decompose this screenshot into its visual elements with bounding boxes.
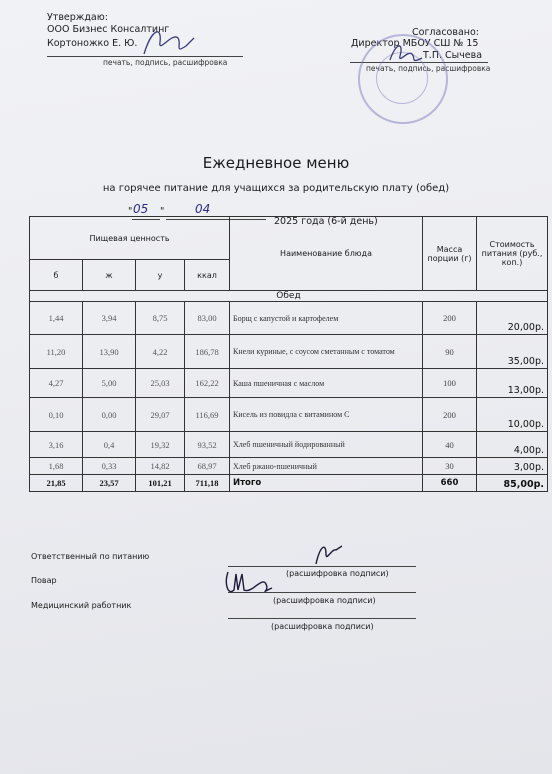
approve-person: Кортоножко Е. Ю. (47, 38, 138, 49)
footer-medic-label: Медицинский работник (31, 601, 132, 610)
cell-price: 4,00р. (477, 432, 548, 458)
footer-cook-caption: (расшифровка подписи) (273, 596, 376, 605)
approve-org: ООО Бизнес Консалтинг (47, 24, 170, 35)
cell-fat: 13,90 (83, 335, 136, 369)
table-row (30, 369, 548, 398)
total-fat: 23,57 (83, 475, 136, 492)
cell-price: 35,00р. (477, 335, 548, 369)
document-title: Ежедневное меню (202, 154, 350, 172)
cell-dish: Борщ с капустой и картофелем (230, 302, 423, 335)
cell-kcal: 116,69 (185, 398, 230, 432)
cell-mass: 30 (423, 458, 477, 475)
cell-price: 20,00р. (477, 302, 548, 335)
document-subtitle: на горячее питание для учащихся за родительскую плату (обед) (102, 183, 450, 194)
agree-position: Директор МБОУ СШ № 15 (351, 38, 479, 49)
cell-fat: 3,94 (83, 302, 136, 335)
footer-responsible-label: Ответственный по питанию (31, 552, 150, 561)
menu-table (29, 216, 548, 492)
cell-fat: 0,4 (83, 432, 136, 458)
cell-kcal: 68,97 (185, 458, 230, 475)
cell-dish: Каша пшеничная с маслом (230, 369, 423, 398)
cell-fat: 0,33 (83, 458, 136, 475)
cell-mass: 40 (423, 432, 477, 458)
cell-price: 3,00р. (477, 458, 548, 475)
col-kcal: ккал (185, 260, 230, 291)
date-month: 04 (195, 202, 211, 216)
cell-fat: 0,00 (83, 398, 136, 432)
cook-signature (222, 564, 276, 600)
footer-medic-line (228, 618, 416, 619)
cell-carbs: 8,75 (136, 302, 185, 335)
approve-title: Утверждаю: (47, 12, 108, 23)
total-label: Итого (230, 475, 423, 492)
cell-protein: 3,16 (30, 432, 83, 458)
table-row (30, 302, 548, 335)
agree-signature (386, 40, 426, 68)
cell-carbs: 14,82 (136, 458, 185, 475)
cell-price: 13,00р. (477, 369, 548, 398)
agree-caption: печать, подпись, расшифровка (366, 64, 491, 73)
total-mass: 660 (423, 475, 477, 492)
footer-responsible-caption: (расшифровка подписи) (286, 569, 389, 578)
cell-dish: Хлеб ржано-пшеничный (230, 458, 423, 475)
footer-medic-caption: (расшифровка подписи) (271, 622, 374, 631)
cell-protein: 0,10 (30, 398, 83, 432)
col-carbs: у (136, 260, 185, 291)
table-row (30, 432, 548, 458)
cell-protein: 1,44 (30, 302, 83, 335)
dish-header: Наименование блюда (230, 217, 423, 291)
responsible-signature (312, 540, 348, 568)
cell-dish: Кисель из повидла с витамином С (230, 398, 423, 432)
agree-person: Т.П. Сычева (423, 50, 483, 61)
approve-caption: печать, подпись, расшифровка (103, 58, 228, 67)
approve-signature (138, 24, 198, 60)
agree-title: Согласовано: (412, 27, 480, 38)
cell-mass: 90 (423, 335, 477, 369)
date-quote-close: " (160, 206, 165, 217)
price-header: Стоимость питания (руб., коп.) (477, 217, 548, 291)
cell-carbs: 19,32 (136, 432, 185, 458)
date-day: 05 (133, 202, 149, 216)
table-row (30, 335, 548, 369)
cell-kcal: 83,00 (185, 302, 230, 335)
cell-protein: 4,27 (30, 369, 83, 398)
cell-fat: 5,00 (83, 369, 136, 398)
cell-dish: Хлеб пшеничный йодированный (230, 432, 423, 458)
nutrition-header: Пищевая ценность (30, 217, 230, 260)
total-price: 85,00р. (477, 475, 548, 492)
cell-carbs: 4,22 (136, 335, 185, 369)
cell-carbs: 25,03 (136, 369, 185, 398)
table-row (30, 398, 548, 432)
cell-kcal: 93,52 (185, 432, 230, 458)
cell-mass: 200 (423, 302, 477, 335)
table-row (30, 458, 548, 475)
footer-cook-label: Повар (31, 576, 57, 585)
cell-protein: 1,68 (30, 458, 83, 475)
total-kcal: 711,18 (185, 475, 230, 492)
cell-mass: 100 (423, 369, 477, 398)
col-protein: б (30, 260, 83, 291)
cell-price: 10,00р. (477, 398, 548, 432)
section-lunch: Обед (30, 291, 548, 302)
date-quote-open: " (128, 206, 133, 217)
total-protein: 21,85 (30, 475, 83, 492)
total-row (30, 475, 548, 492)
cell-kcal: 162,22 (185, 369, 230, 398)
cell-kcal: 186,78 (185, 335, 230, 369)
cell-protein: 11,20 (30, 335, 83, 369)
col-fat: ж (83, 260, 136, 291)
cell-mass: 200 (423, 398, 477, 432)
cell-carbs: 29,07 (136, 398, 185, 432)
mass-header: Масса порции (г) (423, 217, 477, 291)
total-carbs: 101,21 (136, 475, 185, 492)
cell-dish: Кнели куриные, с соусом сметанным с томатом (230, 335, 423, 369)
date-year-text: 2025 года (6-й день) (274, 216, 378, 227)
